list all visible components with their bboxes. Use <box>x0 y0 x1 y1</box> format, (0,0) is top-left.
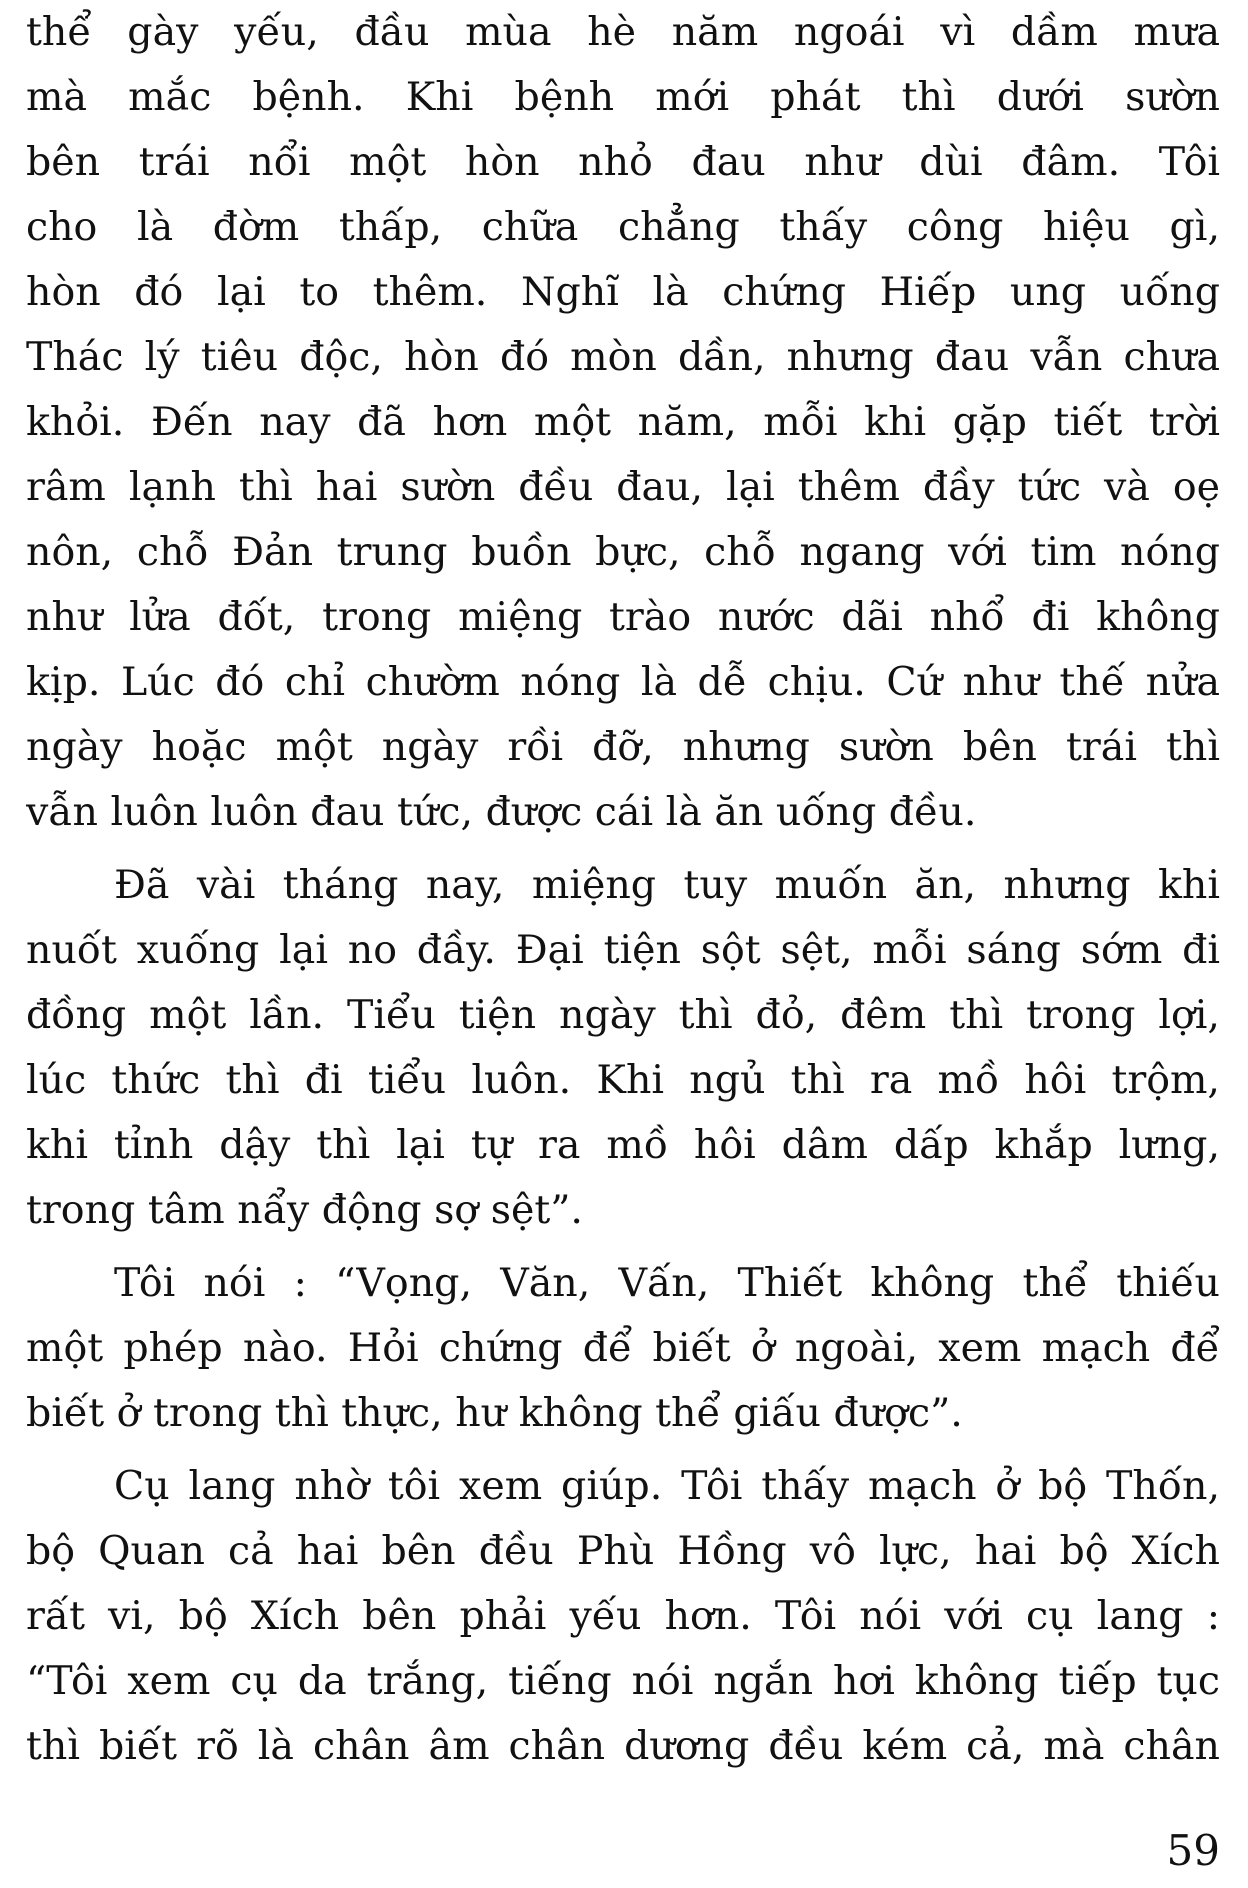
page-number: 59 <box>1166 1826 1220 1875</box>
page-body <box>26 0 1220 1779</box>
text-line: khi tỉnh dậy thì lại tự ra mồ hôi dâm dấp khắp lưng, <box>26 1122 1220 1168</box>
text-line: vẫn luôn luôn đau tức, được cái là ăn uống đều. <box>26 789 977 835</box>
text-line: Tôi nói : “Vọng, Văn, Vấn, Thiết không thể thiếu <box>114 1260 1220 1306</box>
text-line: lúc thức thì đi tiểu luôn. Khi ngủ thì ra mồ hôi trộm, <box>26 1057 1220 1103</box>
text-line: bên trái nổi một hòn nhỏ đau như dùi đâm. Tôi <box>26 139 1220 185</box>
paragraph <box>26 1251 1220 1446</box>
text-line: mà mắc bệnh. Khi bệnh mới phát thì dưới sườn <box>26 74 1220 120</box>
text-line: hòn đó lại to thêm. Nghĩ là chứng Hiếp ung uống <box>26 269 1220 315</box>
text-line: bộ Quan cả hai bên đều Phù Hồng vô lực, hai bộ Xích <box>26 1528 1220 1574</box>
text-line: rất vi, bộ Xích bên phải yếu hơn. Tôi nói với cụ lang : <box>26 1593 1220 1639</box>
paragraph <box>26 0 1220 845</box>
paragraph <box>26 853 1220 1243</box>
text-line: râm lạnh thì hai sườn đều đau, lại thêm đầy tức và oẹ <box>26 464 1220 510</box>
text-line: nôn, chỗ Đản trung buồn bực, chỗ ngang với tim nóng <box>26 529 1220 575</box>
text-line: trong tâm nẩy động sợ sệt”. <box>26 1187 583 1233</box>
text-line: kịp. Lúc đó chỉ chườm nóng là dễ chịu. Cứ như thế nửa <box>26 659 1220 705</box>
text-line: khỏi. Đến nay đã hơn một năm, mỗi khi gặp tiết trời <box>26 399 1220 445</box>
paragraph <box>26 1454 1220 1779</box>
text-line: “Tôi xem cụ da trắng, tiếng nói ngắn hơi không tiếp tục <box>26 1658 1220 1704</box>
text-line: ngày hoặc một ngày rồi đỡ, nhưng sườn bên trái thì <box>26 724 1220 770</box>
text-line: cho là đờm thấp, chữa chẳng thấy công hiệu gì, <box>26 204 1220 250</box>
text-line: như lửa đốt, trong miệng trào nước dãi nhổ đi không <box>26 594 1220 640</box>
text-line: thể gày yếu, đầu mùa hè năm ngoái vì dầm mưa <box>26 9 1220 55</box>
text-line: thì biết rõ là chân âm chân dương đều kém cả, mà chân <box>26 1723 1220 1769</box>
text-line: Thác lý tiêu độc, hòn đó mòn dần, nhưng đau vẫn chưa <box>26 334 1220 380</box>
text-line: Đã vài tháng nay, miệng tuy muốn ăn, nhưng khi <box>114 862 1220 908</box>
text-line: biết ở trong thì thực, hư không thể giấu được”. <box>26 1390 963 1436</box>
text-line: Cụ lang nhờ tôi xem giúp. Tôi thấy mạch ở bộ Thốn, <box>114 1463 1220 1509</box>
text-line: một phép nào. Hỏi chứng để biết ở ngoài, xem mạch để <box>26 1325 1220 1371</box>
text-line: đồng một lần. Tiểu tiện ngày thì đỏ, đêm thì trong lợi, <box>26 992 1220 1038</box>
text-line: nuốt xuống lại no đầy. Đại tiện sột sệt, mỗi sáng sớm đi <box>26 927 1220 973</box>
